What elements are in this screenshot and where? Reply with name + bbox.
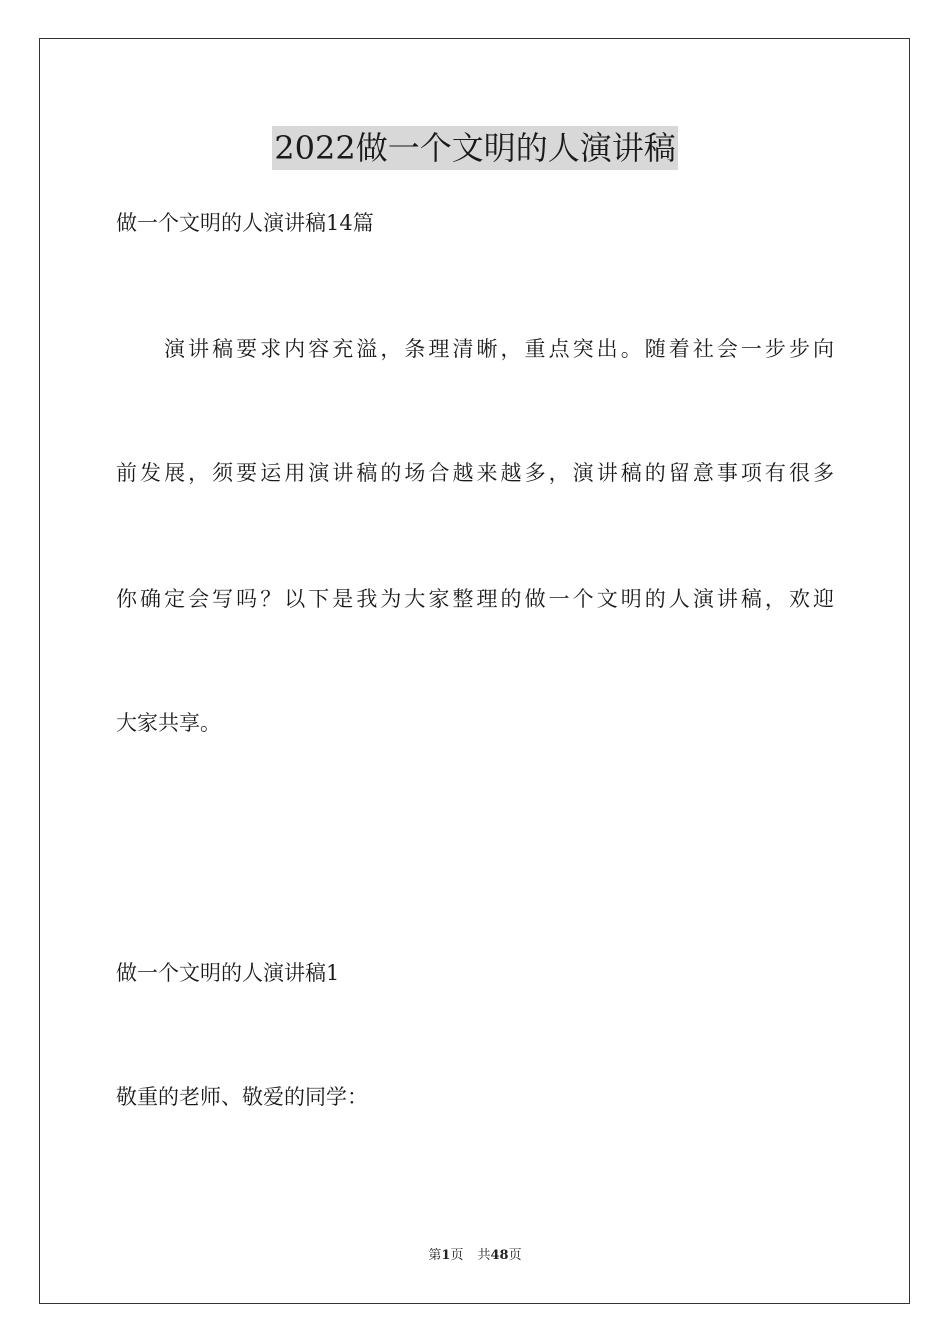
document-title: 2022做一个文明的人演讲稿	[272, 126, 677, 170]
document-subtitle: 做一个文明的人演讲稿14篇	[116, 211, 374, 235]
title-container	[0, 126, 950, 170]
intro-line-4: 大家共享。	[116, 711, 221, 735]
footer-page-suffix: 页	[450, 1248, 464, 1263]
page-footer	[0, 1246, 950, 1266]
footer-total-suffix: 页	[508, 1248, 522, 1263]
salutation: 敬重的老师、敬爱的同学：	[116, 1085, 368, 1109]
intro-line-3: 你确定会写吗？以下是我为大家整理的做一个文明的人演讲稿，欢迎	[116, 587, 834, 611]
intro-line-1: 演讲稿要求内容充溢，条理清晰，重点突出。随着社会一步步向	[164, 337, 834, 361]
intro-line-2: 前发展，须要运用演讲稿的场合越来越多，演讲稿的留意事项有很多	[116, 461, 834, 485]
footer-total-prefix: 共	[477, 1248, 491, 1263]
footer-page-prefix: 第	[428, 1248, 442, 1263]
footer-total-pages: 48	[490, 1248, 509, 1263]
footer-page-number: 1	[441, 1248, 451, 1263]
section-heading: 做一个文明的人演讲稿1	[116, 961, 340, 985]
